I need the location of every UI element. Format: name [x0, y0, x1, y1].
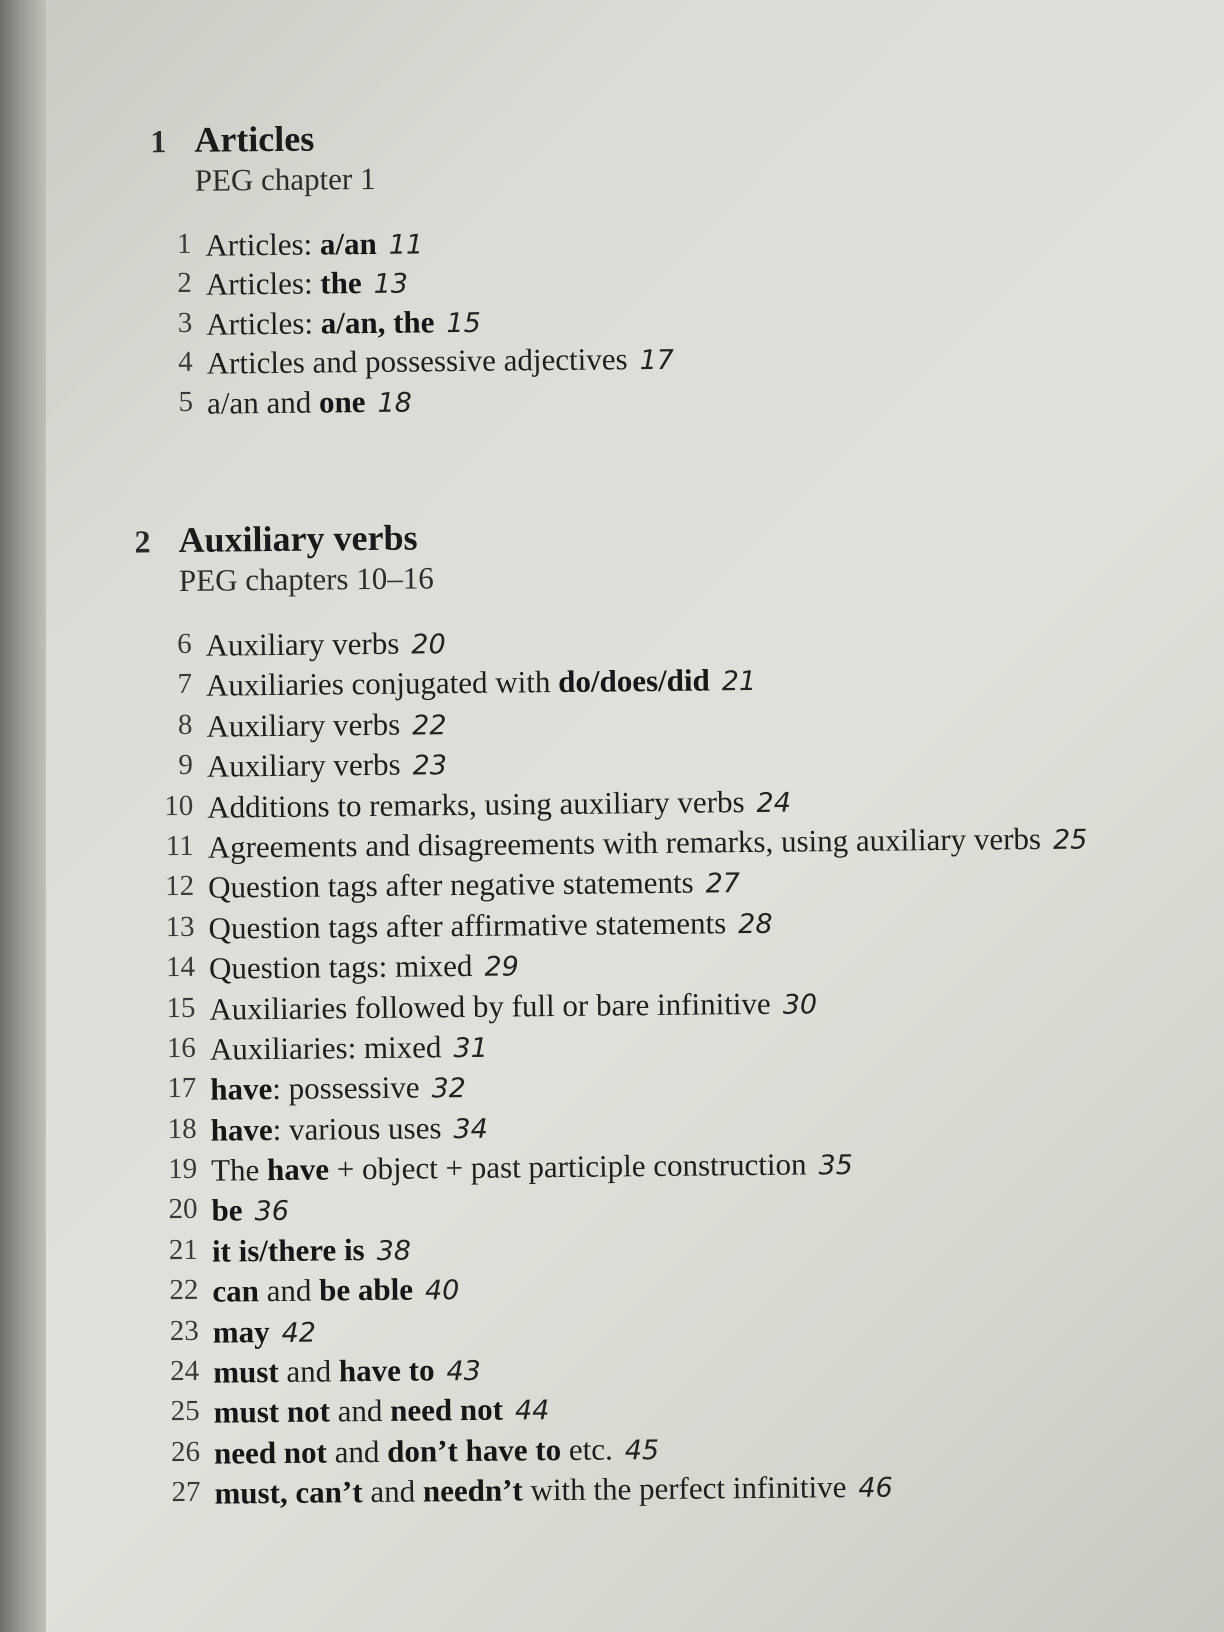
entry-page-number: 38 [376, 1235, 412, 1267]
entry-number: 27 [171, 1476, 201, 1509]
toc-entry [141, 1143, 1091, 1190]
entry-title [208, 819, 1088, 866]
entry-title [206, 705, 446, 745]
entry-number: 11 [165, 829, 194, 863]
toc-entry [138, 900, 1088, 947]
entry-title-text: etc. [560, 1431, 613, 1467]
entry-title-bold: don’t have to [386, 1431, 562, 1469]
entry-title [209, 984, 817, 1028]
entry-number: 25 [170, 1395, 200, 1428]
toc-entry [143, 1385, 1093, 1432]
section-subtitle: PEG chapters 10–16 [178, 560, 434, 598]
entry-title [211, 1145, 853, 1189]
entry-number: 20 [168, 1193, 198, 1226]
entry-title-text: with the perfect infinitive [522, 1469, 847, 1508]
entry-title [208, 863, 740, 906]
entry-title-bold: a/an [319, 225, 377, 262]
entry-title-bold: can [212, 1273, 260, 1309]
entry-title-bold: must not [213, 1393, 331, 1431]
entry-title [206, 340, 674, 382]
toc-entry [151, 222, 673, 265]
entry-title-bold: may [212, 1313, 270, 1350]
entry-title [213, 1391, 549, 1432]
entry-title-text: Articles: [205, 265, 321, 303]
entry-number: 18 [167, 1112, 197, 1145]
entry-title [206, 303, 481, 343]
entry-title-text: : various uses [272, 1109, 442, 1147]
toc-entry [135, 618, 1085, 665]
entry-title [205, 224, 423, 264]
entry-title-bold: need not [213, 1434, 328, 1471]
section-articles [150, 114, 674, 424]
entry-title-bold: have [210, 1071, 273, 1107]
book-spine-shadow [0, 0, 46, 1632]
section-auxiliary-verbs [134, 510, 1094, 1516]
entry-title [205, 624, 445, 664]
toc-entry [136, 658, 1086, 705]
entry-title-text: + object + past participle construction [328, 1146, 807, 1187]
entry-page-number: 42 [281, 1317, 317, 1349]
entry-page-number: 36 [254, 1196, 290, 1228]
toc-entry [137, 739, 1087, 786]
entry-title [211, 1191, 289, 1229]
entry-page-number: 22 [412, 709, 447, 742]
entry-title [213, 1351, 481, 1391]
entry-title-text: Auxiliaries followed by full or bare infinitive [209, 985, 771, 1027]
entry-title-bold: needn’t [422, 1472, 523, 1509]
entry-title-text: Question tags after affirmative statements [208, 905, 727, 946]
entry-title-text: Question tags after negative statements [207, 864, 694, 906]
entry-title-bold: the [320, 265, 362, 301]
entry-page-number: 35 [818, 1150, 854, 1182]
toc-entry [140, 1102, 1090, 1149]
entry-title-text: : possessive [272, 1069, 420, 1107]
entry-title-text: Additions to remarks, using auxiliary verbs [207, 783, 745, 825]
entry-page-number: 45 [624, 1434, 660, 1467]
entry-title [208, 904, 772, 947]
toc-entry [141, 1183, 1091, 1230]
entry-page-number: 44 [514, 1395, 550, 1427]
entry-title-text: Question tags: mixed [208, 948, 473, 986]
toc-entry [144, 1466, 1094, 1513]
entry-title-bold: be [211, 1192, 243, 1229]
entry-title [206, 264, 409, 304]
entry-title-text: Articles: [206, 305, 321, 342]
entry-number: 3 [177, 306, 193, 339]
entry-number: 16 [166, 1031, 196, 1065]
entry-number: 23 [169, 1314, 199, 1347]
entry-number: 24 [170, 1354, 200, 1388]
entry-title [213, 1312, 317, 1350]
toc-entry [140, 1021, 1090, 1068]
entry-number: 5 [178, 385, 194, 418]
entry-title-bold: be able [318, 1271, 414, 1308]
entry-title [212, 1270, 459, 1310]
entry-title [210, 1108, 488, 1148]
entry-number: 2 [177, 267, 192, 300]
section-heading [134, 510, 1084, 562]
entry-title-text: Articles: [205, 226, 321, 263]
entry-title [207, 782, 791, 826]
entry-title-bold: one [318, 383, 366, 420]
toc-entry [152, 340, 674, 383]
entry-number: 7 [177, 668, 193, 701]
entry-title-text: and [362, 1473, 424, 1510]
entry-title-text: Articles and possessive adjectives [206, 341, 628, 381]
entry-title-bold: do/does/did [557, 662, 710, 700]
entry-number: 8 [177, 708, 193, 741]
toc-entry [152, 301, 674, 344]
toc-entry [143, 1304, 1093, 1351]
entry-title-bold: have [266, 1151, 330, 1188]
entry-number: 19 [167, 1152, 198, 1186]
entry-title-text: The [210, 1152, 268, 1188]
entry-number: 1 [176, 227, 192, 260]
entry-title-text: Auxiliaries conjugated with [205, 664, 559, 704]
toc-entry [138, 860, 1088, 907]
entry-title-text: and [258, 1272, 320, 1309]
entry-page-number: 24 [756, 787, 792, 819]
section-number: 2 [134, 523, 151, 560]
entry-page-number: 25 [1052, 824, 1088, 856]
entry-title [207, 382, 412, 422]
toc-entry [136, 698, 1086, 745]
entry-number: 6 [176, 627, 192, 661]
toc-entry [153, 379, 675, 422]
entry-title-bold: a/an, the [320, 304, 435, 341]
entry-title-bold: have [210, 1111, 273, 1148]
entry-title [210, 1068, 466, 1108]
entry-title-text: Auxiliary verbs [205, 625, 400, 663]
entry-title-bold: it is/there is [211, 1231, 365, 1269]
entry-number: 21 [168, 1233, 199, 1266]
section-items [135, 618, 1094, 1513]
entry-title [214, 1430, 659, 1472]
entry-page-number: 46 [858, 1472, 893, 1505]
entry-number: 17 [167, 1072, 197, 1105]
entry-page-number: 34 [453, 1113, 488, 1145]
entry-number: 15 [166, 991, 196, 1024]
entry-title [214, 1468, 893, 1512]
toc-entry [143, 1344, 1093, 1391]
entry-title-text: Auxiliary verbs [206, 746, 401, 784]
toc-entry [138, 819, 1088, 866]
entry-number: 22 [169, 1274, 199, 1307]
entry-number: 13 [165, 910, 195, 943]
entry-title-text: Agreements and disagreements with remarks, using auxiliary verbs [207, 820, 1042, 865]
section-title: Articles [194, 118, 315, 160]
entry-page-number: 17 [639, 344, 675, 377]
entry-title [206, 661, 756, 704]
entry-number: 9 [178, 749, 194, 782]
entry-page-number: 13 [373, 268, 409, 301]
entry-title-bold: have to [338, 1352, 435, 1389]
entry-title-text: Auxiliaries: mixed [209, 1029, 442, 1067]
entry-page-number: 28 [738, 908, 773, 940]
entry-title [212, 1230, 411, 1269]
entry-page-number: 29 [484, 951, 520, 983]
toc-entry [137, 779, 1087, 826]
entry-title-text: Auxiliary verbs [206, 706, 401, 744]
section-subtitle: PEG chapter 1 [194, 160, 376, 198]
entry-title-text: and [326, 1433, 388, 1470]
entry-number: 4 [177, 346, 193, 379]
entry-page-number: 40 [424, 1275, 460, 1307]
entry-title-text: and [278, 1353, 340, 1390]
entry-page-number: 20 [411, 629, 446, 661]
entry-page-number: 11 [388, 229, 424, 261]
entry-title-text: a/an and [206, 384, 320, 421]
table-of-contents-page [80, 99, 1156, 1610]
entry-title-bold: must, can’t [214, 1474, 363, 1511]
entry-page-number: 21 [721, 666, 757, 698]
toc-entry [152, 261, 674, 304]
toc-entry [142, 1223, 1092, 1270]
toc-entry [142, 1264, 1092, 1311]
entry-page-number: 30 [782, 988, 818, 1021]
entry-title-text: and [329, 1393, 391, 1429]
entry-page-number: 31 [453, 1032, 488, 1065]
section-title: Auxiliary verbs [178, 517, 418, 560]
entry-page-number: 15 [446, 307, 481, 339]
entry-page-number: 23 [412, 750, 448, 782]
entry-page-number: 32 [431, 1073, 467, 1105]
entry-title-bold: need not [389, 1392, 504, 1429]
toc-entry [139, 981, 1089, 1028]
section-number: 1 [150, 123, 167, 160]
entry-number: 12 [164, 870, 195, 903]
entry-page-number: 43 [446, 1355, 482, 1388]
entry-number: 14 [165, 950, 196, 984]
entry-number: 10 [164, 789, 194, 822]
entry-title [210, 1028, 488, 1068]
toc-entry [144, 1425, 1094, 1472]
entry-title-bold: must [213, 1354, 279, 1390]
entry-page-number: 18 [377, 387, 412, 419]
entry-title [209, 947, 519, 988]
entry-title [207, 745, 447, 785]
entry-page-number: 27 [705, 868, 741, 900]
toc-entry [139, 941, 1089, 988]
toc-entry [140, 1062, 1090, 1109]
section-items [151, 222, 674, 422]
entry-number: 26 [170, 1435, 201, 1468]
section-heading [150, 114, 672, 161]
